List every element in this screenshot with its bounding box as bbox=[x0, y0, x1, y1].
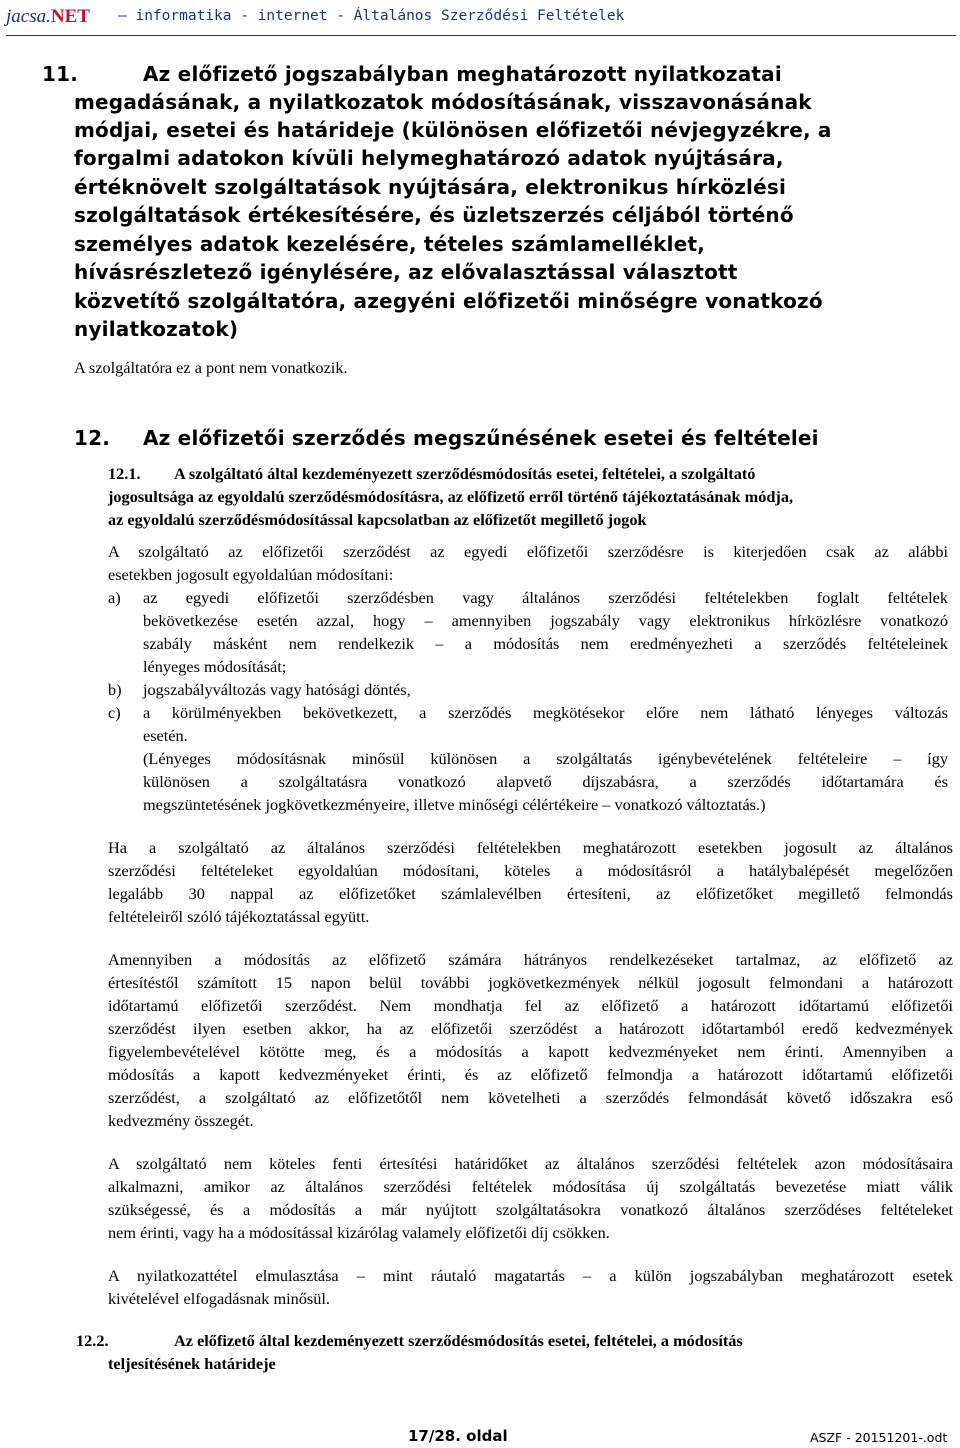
list-item-line: lényeges módosítását; bbox=[143, 657, 287, 676]
body-line: szerződési feltételeket egyoldalúan módosítani, köteles a módosításról a hatálybalépését megelőzően bbox=[108, 861, 953, 880]
body-line: kivételével elfogadásnak minősül. bbox=[108, 1289, 330, 1308]
body-line: kedvezmény összegét. bbox=[108, 1111, 254, 1130]
header-divider bbox=[6, 35, 956, 36]
site-logo: jacsa.NET bbox=[6, 6, 90, 27]
subsection-12-2-number: 12.2. bbox=[76, 1331, 109, 1350]
list-marker: b) bbox=[108, 680, 122, 699]
section-11-title-line: értéknövelt szolgáltatások nyújtására, elektronikus hírközlési bbox=[74, 175, 787, 199]
section-11-title-line: megadásának, a nyilatkozatok módosításának, visszavonásának bbox=[74, 90, 812, 114]
body-line: módosítás a kapott kedvezményeket érinti, és az előfizető felmondja a határozott időtartamú előfizetői bbox=[108, 1065, 953, 1084]
body-line: feltételeiről szóló tájékoztatással együtt. bbox=[108, 907, 370, 926]
section-11-title-line: hívásrészletező igénylésére, az elővalasztással választott bbox=[74, 260, 738, 284]
body-line: alkalmazni, amikor az általános szerződési feltételek módosítása új szolgáltatás bevezetése miatt válik bbox=[108, 1177, 953, 1196]
body-line: A szolgáltató az előfizetői szerződést az egyedi előfizetői szerződésre is kiterjedően csak az alábbi bbox=[108, 542, 948, 561]
section-11-title-line: személyes adatok kezelésére, tételes számlamelléklet, bbox=[74, 232, 706, 256]
section-11-title-line: szolgáltatások értékesítésére, és üzletszerzés céljából történő bbox=[74, 203, 794, 227]
list-item-line: jogszabályváltozás vagy hatósági döntés, bbox=[143, 680, 411, 699]
section-11-title-line: forgalmi adatokon kívüli helymeghatározó adatok nyújtására, bbox=[74, 146, 784, 170]
document-filename: ASZF - 20151201-.odt bbox=[810, 1430, 948, 1445]
section-11-title-line: nyilatkozatok) bbox=[74, 317, 239, 341]
list-item-line: megszüntetésének jogkövetkezményeire, illetve minőségi célértékeire – vonatkozó változtatás.) bbox=[143, 795, 766, 814]
list-item-line: bekövetkezése esetén azzal, hogy – amennyiben jogszabály vagy elektronikus hírközlésre vonatkozó bbox=[143, 611, 948, 630]
list-item-line: szabály másként nem rendelkezik – a módosítás nem eredményezheti a szerződés feltételeinek bbox=[143, 634, 948, 653]
subsection-12-1-number: 12.1. bbox=[108, 464, 141, 483]
list-item-line: különösen a szolgáltatásra vonatkozó alapvető díjszabásra, a szerződés időtartamára és bbox=[143, 772, 948, 791]
list-marker: a) bbox=[108, 588, 121, 607]
body-line: Ha a szolgáltató az általános szerződési feltételekben meghatározott esetekben jogosult az általános bbox=[108, 838, 953, 857]
section-11-number: 11. bbox=[42, 62, 79, 86]
list-item-line: (Lényeges módosításnak minősül különösen a szolgáltatás igénybevételének feltételeire – így bbox=[143, 749, 948, 768]
subsection-12-2-title-line: Az előfizető által kezdeményezett szerződésmódosítás esetei, feltételei, a módosítás bbox=[174, 1331, 743, 1350]
body-line: szükségessé, és a módosítás a már nyújtott szolgáltatásokra vonatkozó általános szerződéses feltételeket bbox=[108, 1200, 953, 1219]
body-line: szerződést ilyen esetben akkor, ha az előfizetői szerződést a határozott időtartamból eredő kedvezmények bbox=[108, 1019, 953, 1038]
body-line: legalább 30 nappal az előfizetőket számlalevélben értesíteni, az előfizetőket megillető felmondás bbox=[108, 884, 953, 903]
list-item-line: az egyedi előfizetői szerződésben vagy általános szerződési feltételekben foglalt feltételek bbox=[143, 588, 948, 607]
section-12-title: Az előfizetői szerződés megszűnésének esetei és feltételei bbox=[143, 426, 819, 450]
body-line: A szolgáltató nem köteles fenti értesítési határidőket az általános szerződési feltételek azon módosításaira bbox=[108, 1154, 953, 1173]
list-item-line: a körülményekben bekövetkezett, a szerződés megkötésekor előre nem látható lényeges változás bbox=[143, 703, 948, 722]
header-subtitle: – informatika - internet - Általános Szerződési Feltételek bbox=[118, 8, 625, 24]
section-12-number: 12. bbox=[74, 426, 111, 450]
body-line: A nyilatkozattétel elmulasztása – mint ráutaló magatartás – a külön jogszabályban meghatározott esetek bbox=[108, 1266, 953, 1285]
list-marker: c) bbox=[108, 703, 121, 722]
list-item-line: esetén. bbox=[143, 726, 188, 745]
body-line: időtartamú előfizetői szerződést. Nem mondhatja fel az előfizető a határozott időtartamú előfizetői bbox=[108, 996, 953, 1015]
page-header bbox=[0, 0, 960, 36]
section-11-title-line: Az előfizető jogszabályban meghatározott nyilatkozatai bbox=[143, 62, 782, 86]
body-line: figyelembevételével kötötte meg, és a módosítás a kapott kedvezményeket nem érinti. Amennyiben a bbox=[108, 1042, 953, 1061]
section-11-note: A szolgáltatóra ez a pont nem vonatkozik. bbox=[74, 358, 348, 377]
subsection-12-1-title-line: jogosultsága az egyoldalú szerződésmódosításra, az előfizető erről történő tájékoztatásának módja, bbox=[108, 487, 794, 506]
subsection-12-2-title-line: teljesítésének határideje bbox=[108, 1354, 276, 1373]
body-line: Amennyiben a módosítás az előfizető számára hátrányos rendelkezéseket tartalmaz, az előfizető az bbox=[108, 950, 953, 969]
body-line: értesítéstől számított 15 napon belül további jogkövetkezmények nélkül jogosult felmondani a határozott bbox=[108, 973, 953, 992]
body-line: esetekben jogosult egyoldalúan módosítani: bbox=[108, 565, 394, 584]
page-number: 17/28. oldal bbox=[408, 1427, 508, 1445]
section-11-title-line: közvetítő szolgáltatóra, azegyéni előfizetői minőségre vonatkozó bbox=[74, 289, 823, 313]
section-11-title-line: módjai, esetei és határideje (különösen előfizetői névjegyzékre, a bbox=[74, 118, 832, 142]
subsection-12-1-title-line: az egyoldalú szerződésmódosítással kapcsolatban az előfizetőt megillető jogok bbox=[108, 510, 647, 529]
body-line: szerződést, a szolgáltató az előfizetőtől nem követelheti a szerződés felmondását követő időszakra eső bbox=[108, 1088, 953, 1107]
subsection-12-1-title-line: A szolgáltató által kezdeményezett szerződésmódosítás esetei, feltételei, a szolgáltató bbox=[174, 464, 756, 483]
body-line: nem érinti, vagy ha a módosítással kizárólag valamely előfizetői díj csökken. bbox=[108, 1223, 610, 1242]
